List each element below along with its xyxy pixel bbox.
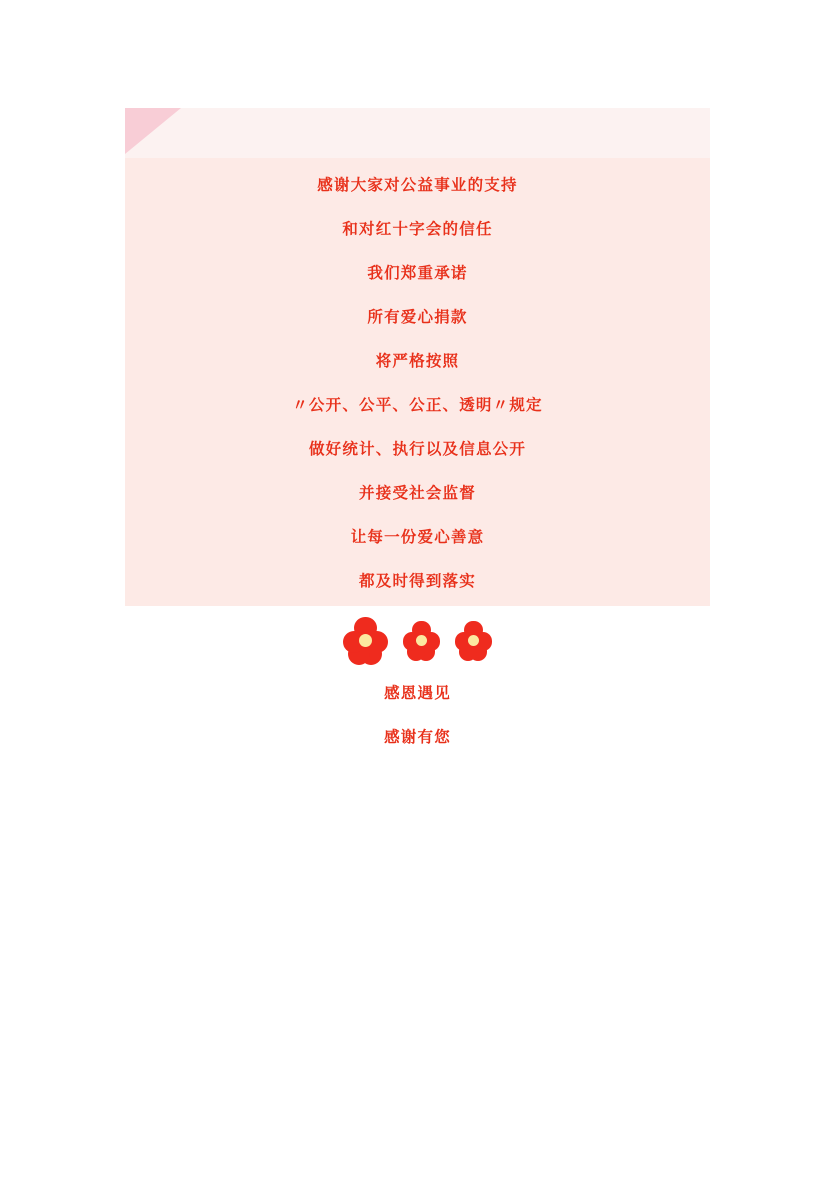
message-line: 感谢大家对公益事业的支持 <box>317 177 518 194</box>
flower-icon <box>343 617 389 663</box>
closing-line: 感谢有您 <box>384 729 451 746</box>
flower-decoration-row <box>125 612 710 668</box>
closing-lines <box>125 672 710 760</box>
folded-corner-decoration <box>125 108 181 154</box>
message-line: 所有爱心捐款 <box>367 309 468 326</box>
flower-icon <box>403 621 441 659</box>
message-line: 做好统计、执行以及信息公开 <box>308 441 527 458</box>
message-lines <box>125 164 710 604</box>
card-top-band <box>125 108 710 158</box>
message-line: 和对红十字会的信任 <box>342 221 493 238</box>
message-card <box>125 108 710 606</box>
message-line: 将严格按照 <box>375 353 460 370</box>
message-line: 并接受社会监督 <box>359 485 476 502</box>
message-line: 让每一份爱心善意 <box>350 529 485 546</box>
message-line: 〃公开、公平、公正、透明〃规定 <box>292 397 543 414</box>
flower-icon <box>455 621 493 659</box>
closing-line: 感恩遇见 <box>384 685 451 702</box>
message-line: 我们郑重承诺 <box>367 265 468 282</box>
message-line: 都及时得到落实 <box>359 573 476 590</box>
